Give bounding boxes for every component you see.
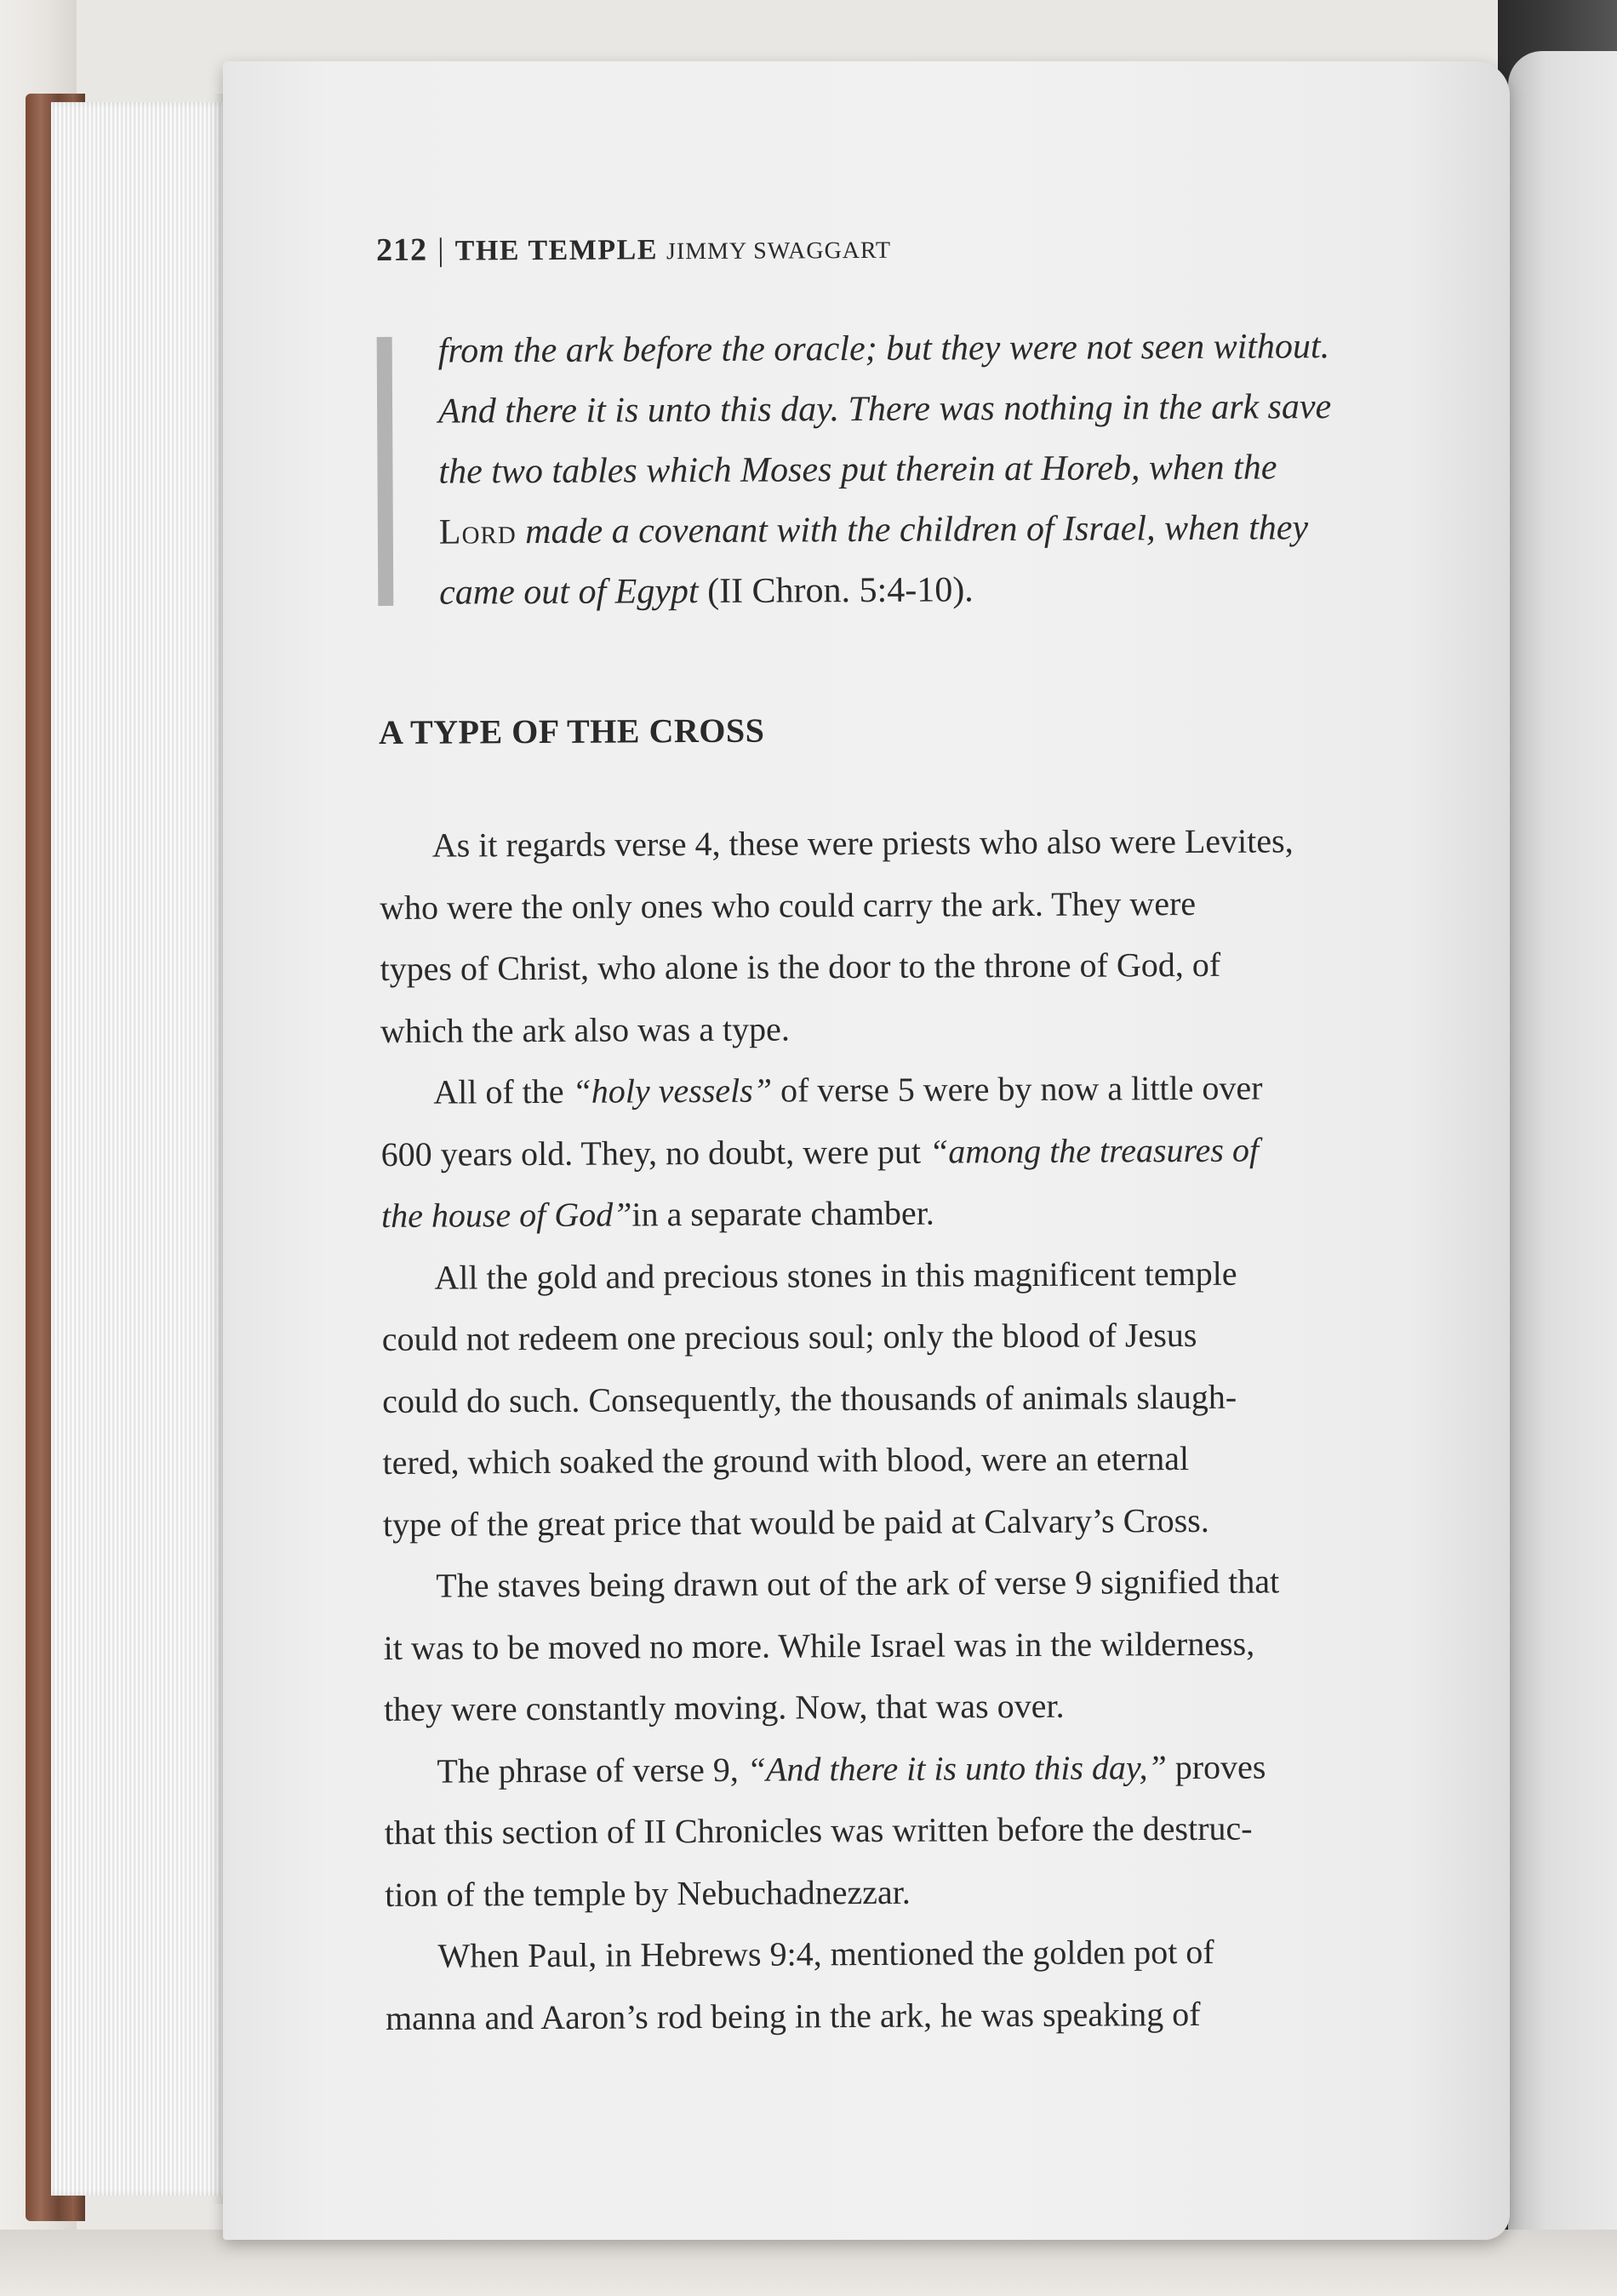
- running-head-separator: |: [437, 231, 445, 268]
- body-line: could not redeem one precious soul; only the blood of Jesus: [381, 1315, 1197, 1358]
- body-line: they were constantly moving. Now, that was over.: [383, 1686, 1065, 1728]
- text-run: in a separate chamber.: [631, 1193, 934, 1234]
- quote-line: the two tables which Moses put therein at Horeb, when the: [438, 448, 1277, 492]
- paragraph-6: [385, 1921, 1407, 2049]
- body-line: could do such. Consequently, the thousands of animals slaugh-: [382, 1377, 1237, 1420]
- body-line: tered, which soaked the ground with blood, were an eternal: [382, 1439, 1190, 1482]
- body-line: type of the great price that would be paid at Calvary’s Cross.: [382, 1500, 1209, 1544]
- body-line: As it regards verse 4, these were priests who also were Levites,: [431, 821, 1294, 865]
- italic-phrase: “holy vessels”: [572, 1071, 773, 1111]
- quote-line-text: came out of Egypt: [439, 572, 699, 613]
- running-head: [376, 226, 1397, 269]
- italic-phrase: “And there it is unto this day,”: [746, 1747, 1167, 1789]
- body-line: that this section of II Chronicles was written before the destruc-: [384, 1808, 1253, 1852]
- quote-line: And there it is unto this day. There was nothing in the ark save: [437, 387, 1332, 431]
- body-line: it was to be moved no more. While Israel was in the wilderness,: [383, 1624, 1255, 1667]
- body-line: When Paul, in Hebrews 9:4, mentioned the golden pot of: [437, 1932, 1214, 1975]
- body-line: types of Christ, who alone is the door to the throne of God, of: [380, 945, 1221, 988]
- text-run: [380, 1119, 1259, 1185]
- quote-line: [439, 498, 1399, 563]
- quote-line-text: made a covenant with the children of Israel, when they: [516, 508, 1309, 552]
- body-line: [381, 1180, 1403, 1248]
- paragraph-5: [384, 1735, 1406, 1926]
- scripture-quote: [377, 317, 1400, 624]
- body-line: [380, 1118, 1402, 1185]
- body-line: The staves being drawn out of the ark of verse 9 signified that: [436, 1562, 1280, 1605]
- paragraph-1: [380, 810, 1403, 1062]
- body-line: All the gold and precious stones in this magnificent temple: [434, 1254, 1237, 1297]
- quote-line: [439, 558, 1399, 624]
- text-run: proves: [1166, 1747, 1266, 1786]
- body-line: manna and Aaron’s rod being in the ark, he was speaking of: [385, 1994, 1201, 2037]
- italic-phrase: “among the treasures of: [928, 1130, 1260, 1171]
- small-caps-lord: Lord: [438, 512, 517, 552]
- italic-phrase: the house of God”: [380, 1195, 632, 1235]
- text-run: The phrase of verse 9,: [437, 1750, 747, 1791]
- author-name: JIMMY SWAGGART: [666, 237, 892, 266]
- body-line: [384, 1735, 1405, 1802]
- text-run: of verse 5 were by now a little over: [771, 1068, 1263, 1110]
- paragraph-2: [380, 1057, 1403, 1248]
- body-line: tion of the temple by Nebuchadnezzar.: [385, 1872, 911, 1914]
- paragraph-3: [381, 1242, 1404, 1556]
- book-page: [223, 61, 1510, 2240]
- text-run: [433, 1058, 1263, 1124]
- text-run: All of the: [433, 1071, 573, 1111]
- facing-page-edge: [1508, 51, 1617, 2230]
- text-run: 600 years old. They, no doubt, were put: [380, 1132, 930, 1174]
- page-block-edges: [51, 102, 230, 2196]
- body-line: who were the only ones who could carry the ark. They were: [380, 883, 1197, 927]
- scripture-reference: (II Chron. 5:4-10).: [698, 570, 974, 612]
- body-line: which the ark also was a type.: [380, 1008, 790, 1050]
- page-number: 212: [376, 231, 428, 268]
- quote-line: from the ark before the oracle; but they were not seen without.: [437, 327, 1330, 371]
- body-line: [380, 1057, 1402, 1124]
- text-run: [437, 1736, 1266, 1802]
- book-title: THE TEMPLE: [454, 234, 659, 267]
- section-heading: A TYPE OF THE CROSS: [378, 711, 765, 751]
- paragraph-4: [383, 1551, 1405, 1741]
- text-block: [376, 226, 1407, 2049]
- quote-bar: [377, 337, 394, 606]
